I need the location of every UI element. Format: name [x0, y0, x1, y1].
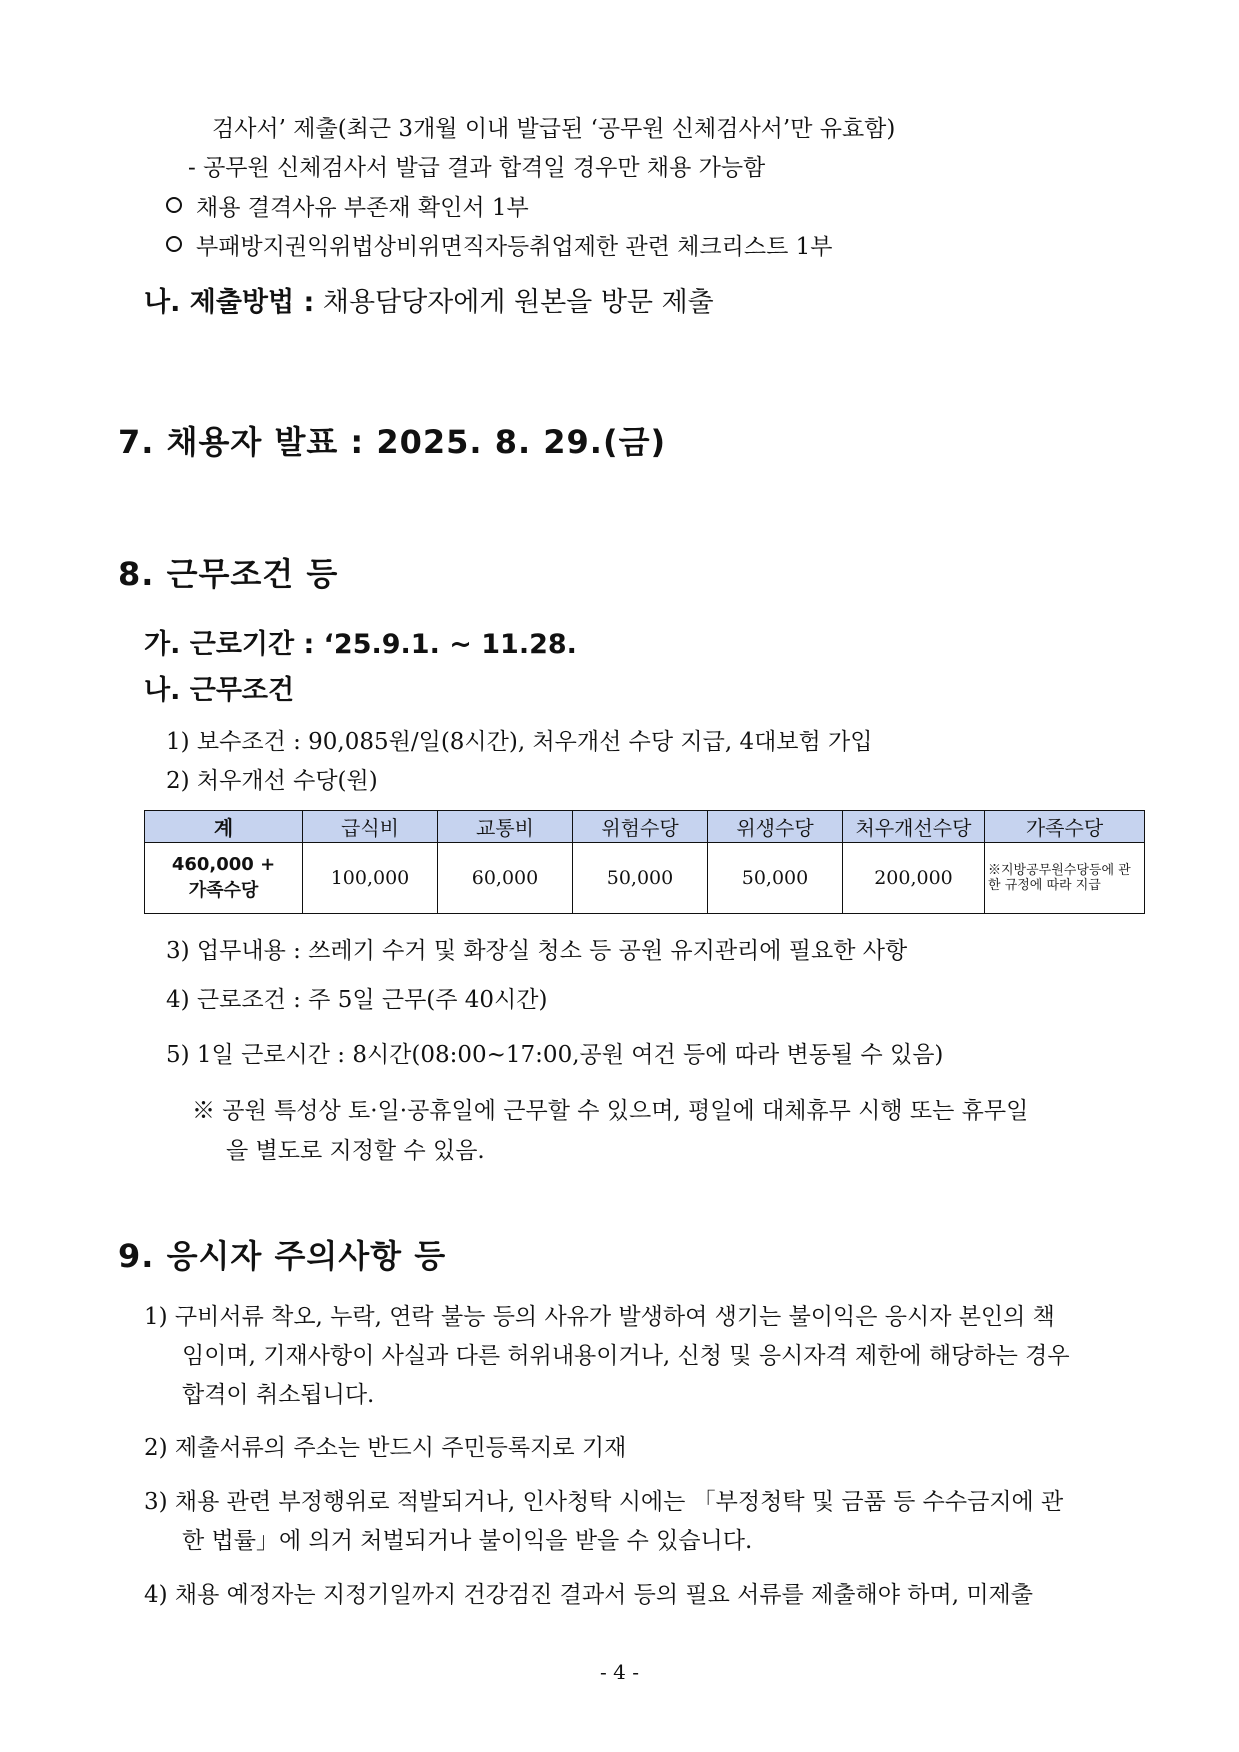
section-7-heading: 7. 채용자 발표 : 2025. 8. 29.(금)	[118, 423, 667, 461]
table-cell: 60,000	[438, 843, 573, 914]
total-amount: 460,000 +	[171, 854, 276, 875]
working-conditions: 4) 근로조건 : 주 5일 근무(주 40시간)	[166, 987, 548, 1013]
doc-line-health-cert-note: - 공무원 신체검사서 발급 결과 합격일 경우만 채용 가능함	[188, 155, 766, 181]
page-number: - 4 -	[600, 1660, 639, 1684]
circle-bullet-icon	[166, 197, 182, 213]
table-header-cell: 처우개선수당	[843, 811, 985, 843]
circle-bullet-icon	[166, 236, 182, 252]
table-cell: 200,000	[843, 843, 985, 914]
submission-method	[144, 286, 714, 320]
bullet-text: 채용 결격사유 부존재 확인서 1부	[196, 195, 529, 221]
daily-hours: 5) 1일 근로시간 : 8시간(08:00~17:00,공원 여건 등에 따라 변동될 수 있음)	[166, 1042, 944, 1068]
section-9-heading: 9. 응시자 주의사항 등	[118, 1237, 447, 1275]
total-family-label: 가족수당	[188, 880, 259, 901]
table-header-cell: 교통비	[438, 811, 573, 843]
table-header-cell: 위험수당	[573, 811, 708, 843]
caution-3-line-1: 3) 채용 관련 부정행위로 적발되거나, 인사청탁 시에는 「부정청탁 및 금품 등 수수금지에 관	[144, 1489, 1064, 1515]
table-cell: 100,000	[303, 843, 438, 914]
table-header-cell: 위생수당	[708, 811, 843, 843]
bullet-text: 부패방지권익위법상비위면직자등취업제한 관련 체크리스트 1부	[196, 234, 833, 260]
table-cell: 50,000	[708, 843, 843, 914]
bullet-item-checklist	[166, 232, 832, 262]
work-period: 가. 근로기간 : ‘25.9.1. ~ 11.28.	[144, 629, 577, 660]
submission-method-label: 나. 제출방법 :	[144, 287, 315, 318]
caution-1-line-3: 합격이 취소됩니다.	[182, 1382, 375, 1408]
table-row	[145, 843, 1145, 914]
work-conditions-heading: 나. 근무조건	[144, 675, 295, 706]
table-cell: 50,000	[573, 843, 708, 914]
caution-1-line-2: 임이며, 기재사항이 사실과 다른 허위내용이거나, 신청 및 응시자격 제한에 해당하는 경우	[182, 1343, 1070, 1369]
caution-4: 4) 채용 예정자는 지정기일까지 건강검진 결과서 등의 필요 서류를 제출해야 하며, 미제출	[144, 1582, 1033, 1608]
table-cell-total	[145, 843, 303, 914]
table-header-cell: 급식비	[303, 811, 438, 843]
allowance-title: 2) 처우개선 수당(원)	[166, 768, 378, 794]
doc-line-health-cert: 검사서’ 제출(최근 3개월 이내 발급된 ‘공무원 신체검사서’만 유효함)	[212, 116, 896, 142]
caution-2: 2) 제출서류의 주소는 반드시 주민등록지로 기재	[144, 1435, 627, 1461]
submission-method-text: 채용담당자에게 원본을 방문 제출	[322, 287, 714, 318]
bullet-item-disqualification	[166, 193, 529, 223]
caution-1-line-1: 1) 구비서류 착오, 누락, 연락 불능 등의 사유가 발생하여 생기는 불이익은 응시자 본인의 책	[144, 1304, 1055, 1330]
table-header-cell: 계	[145, 811, 303, 843]
allowance-table	[144, 810, 1145, 914]
section-8-heading: 8. 근무조건 등	[118, 555, 339, 593]
table-header-row	[145, 811, 1145, 843]
pay-conditions: 1) 보수조건 : 90,085원/일(8시간), 처우개선 수당 지급, 4대보험 가입	[166, 729, 873, 755]
table-header-cell: 가족수당	[985, 811, 1145, 843]
weekend-note-line-1: ※ 공원 특성상 토·일·공휴일에 근무할 수 있으며, 평일에 대체휴무 시행 또는 휴무일	[192, 1098, 1029, 1124]
caution-3-line-2: 한 법률」에 의거 처벌되거나 불이익을 받을 수 있습니다.	[182, 1528, 753, 1554]
weekend-note-line-2: 을 별도로 지정할 수 있음.	[226, 1138, 485, 1164]
table-cell-family-note: ※지방공무원수당등에 관한 규정에 따라 지급	[985, 843, 1145, 914]
job-duties: 3) 업무내용 : 쓰레기 수거 및 화장실 청소 등 공원 유지관리에 필요한 사항	[166, 938, 908, 964]
